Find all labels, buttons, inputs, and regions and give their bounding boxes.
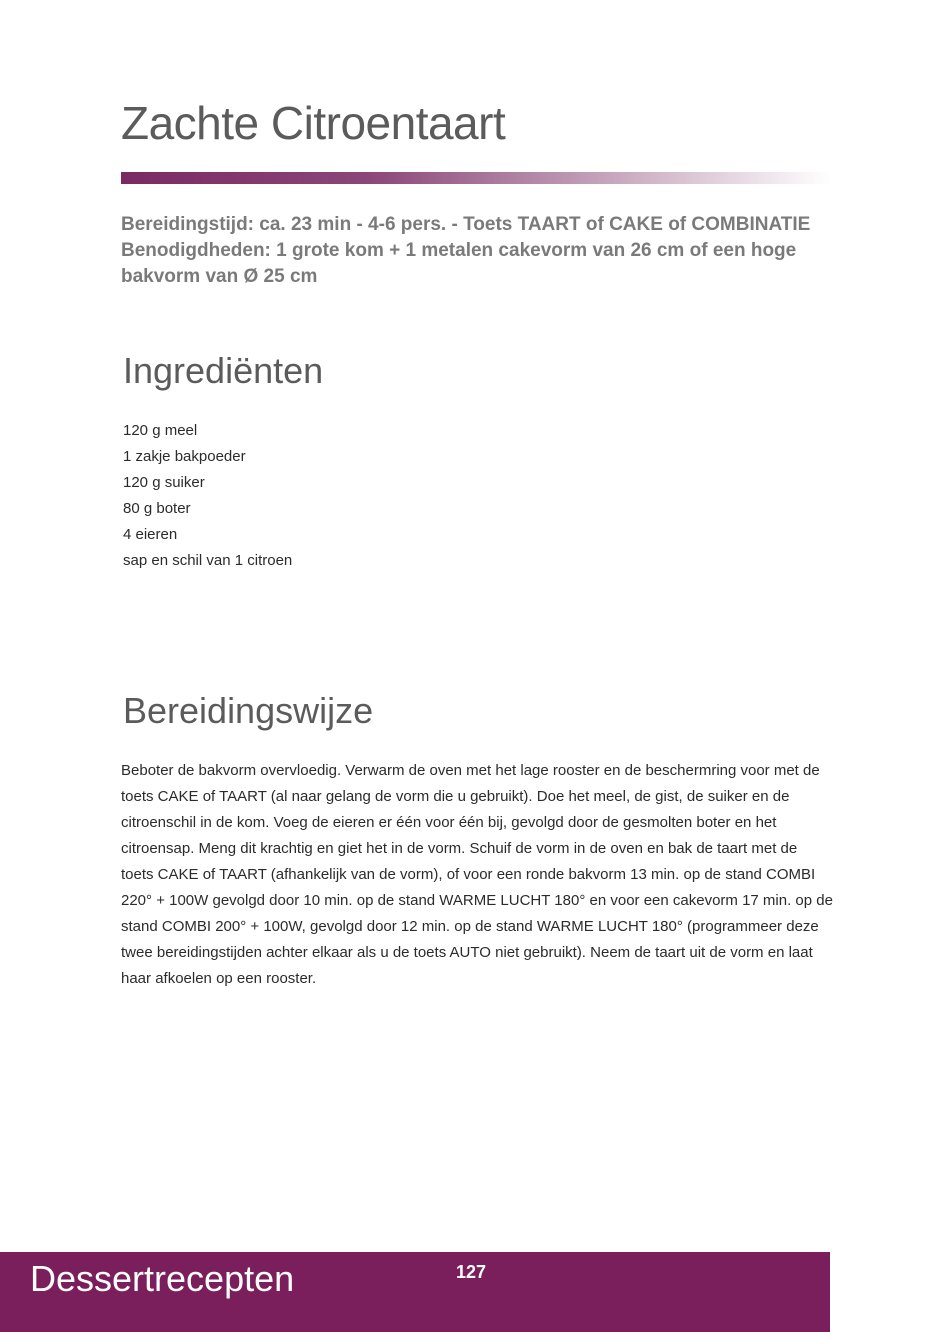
ingredient-item: 120 g suiker xyxy=(123,474,205,491)
page-number: 127 xyxy=(456,1262,487,1282)
page-title: Zachte Citroentaart xyxy=(121,97,506,149)
equipment-info: Benodigdheden: 1 grote kom + 1 metalen cakevorm van 26 cm of een hoge bakvorm van Ø 25 cm xyxy=(121,240,797,287)
ingredient-item: 120 g meel xyxy=(123,422,198,439)
method-heading: Bereidingswijze xyxy=(123,690,374,731)
page-margin xyxy=(835,0,950,1332)
preparation-info: Bereidingstijd: ca. 23 min - 4-6 pers. - Toets TAART of CAKE of COMBINATIE xyxy=(121,214,811,235)
method-text: Beboter de bakvorm overvloedig. Verwarm de oven met het lage rooster en de beschermring voor met de toets CAKE of TAART (al naar gelang de vorm die u gebruikt). Doe het meel, de gist, de suiker en de citroenschil in de kom. Voeg de eieren er één voor één bij, gevolgd door de gesmolten boter en het citroensap. Meng dit krachtig en giet het in de vorm. Schuif de vorm in de oven en bak de taart met de toets CAKE of TAART (afhankelijk van de vorm), of voor een ronde bakvorm 13 min. op de stand COMBI 220° + 100W gevolgd door 10 min. op de stand WARME LUCHT 180° en voor een cakevorm 17 min. op de stand COMBI 200° + 100W, gevolgd door 12 min. op de stand WARME LUCHT 180° (programmeer deze twee bereidingstijden achter elkaar als u de toets AUTO niet gebruikt). Neem de taart uit de vorm en laat haar afkoelen op een rooster. xyxy=(121,762,833,987)
section-title: Dessertrecepten xyxy=(30,1258,295,1299)
footer-bar xyxy=(0,1252,830,1332)
ingredients-list xyxy=(123,418,292,574)
ingredients-heading: Ingrediënten xyxy=(123,350,324,391)
recipe-meta xyxy=(121,212,821,290)
ingredient-item: 1 zakje bakpoeder xyxy=(123,448,246,465)
title-divider xyxy=(121,172,831,184)
ingredient-item: 80 g boter xyxy=(123,500,191,517)
ingredient-item: sap en schil van 1 citroen xyxy=(123,552,293,569)
ingredient-item: 4 eieren xyxy=(123,526,178,543)
